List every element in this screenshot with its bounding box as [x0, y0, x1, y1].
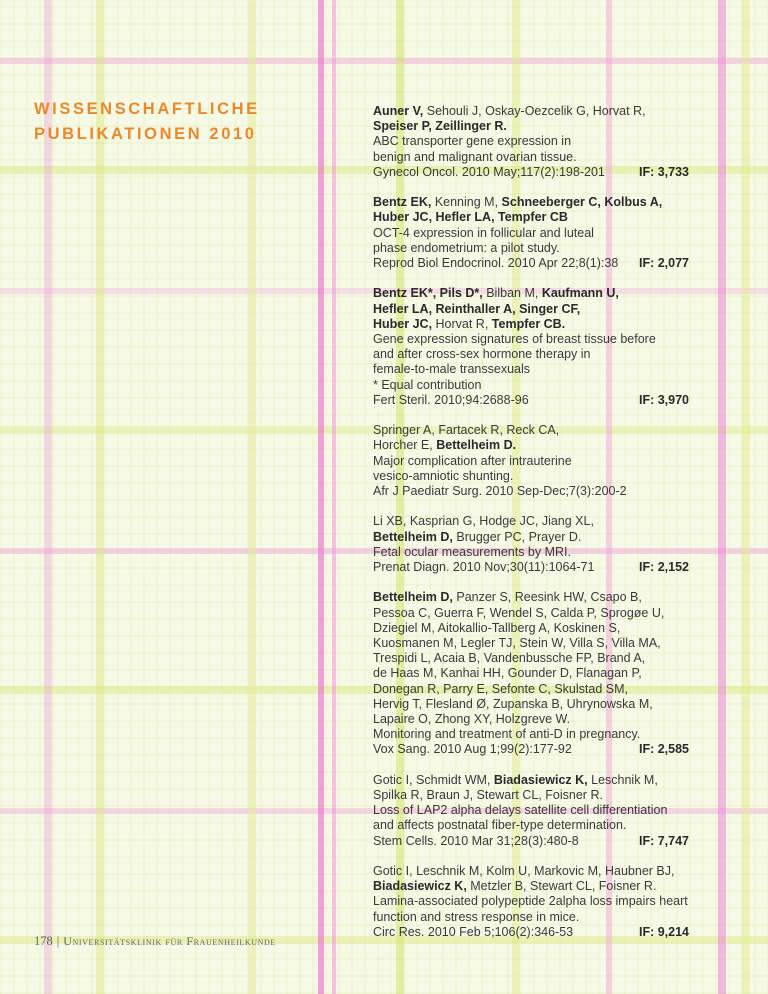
publication-line [373, 606, 689, 621]
publication-line [373, 241, 689, 256]
publication-line [373, 864, 689, 879]
journal-citation: Circ Res. 2010 Feb 5;106(2):346-53 [373, 924, 574, 939]
publication-line [373, 210, 689, 225]
publication-line [373, 666, 689, 681]
author-highlight: Biadasiewicz K, [373, 879, 467, 894]
publication-line [373, 362, 689, 377]
citation-row [373, 834, 689, 849]
publication-entry [373, 590, 689, 757]
journal-citation: Stem Cells. 2010 Mar 31;28(3):480-8 [373, 833, 579, 848]
text-segment: Gotic I, Leschnik M, Kolm U, Markovic M, Haubner BJ, [373, 864, 675, 879]
text-segment: phase endometrium: a pilot study. [373, 240, 560, 255]
publication-line [373, 651, 689, 666]
text-segment: Li XB, Kasprian G, Hodge JC, Jiang XL, [373, 514, 594, 529]
author-highlight: Auner V, [373, 104, 424, 118]
text-segment: and after cross-sex hormone therapy in [373, 347, 591, 362]
citation-row [373, 484, 689, 499]
text-segment: Lapaire O, Zhong XY, Holzgreve W. [373, 712, 571, 727]
publication-line [373, 682, 689, 697]
text-segment: OCT-4 expression in follicular and luteal [373, 225, 594, 240]
publication-entry [373, 864, 689, 940]
impact-factor: IF: 7,747 [638, 833, 689, 848]
author-highlight: Kaufmann U, [541, 286, 619, 301]
text-segment: Horcher E, [373, 438, 437, 453]
text-segment: Donegan R, Parry E, Sefonte C, Skulstad SM, [373, 681, 628, 696]
text-segment: Gene expression signatures of breast tissue before [373, 332, 656, 347]
text-segment: Trespidi L, Acaia B, Vandenbussche FP, Brand A, [373, 651, 646, 666]
author-highlight: Tempfer CB. [491, 316, 566, 331]
text-segment: ABC transporter gene expression in [373, 134, 572, 149]
publication-line [373, 514, 689, 529]
text-segment: Monitoring and treatment of anti-D in pregnancy. [373, 727, 641, 742]
text-segment: benign and malignant ovarian tissue. [373, 149, 577, 164]
text-segment: Loss of LAP2 alpha delays satellite cell differentiation [373, 803, 668, 818]
text-segment: Panzer S, Reesink HW, Csapo B, [452, 590, 642, 605]
publication-line [373, 150, 689, 165]
publication-line [373, 438, 689, 453]
publication-line [373, 879, 689, 894]
text-segment: Spilka R, Braun J, Stewart CL, Foisner R. [373, 788, 603, 803]
page-footer [34, 934, 276, 949]
impact-factor: IF: 2,585 [638, 742, 689, 757]
text-segment: Brugger PC, Prayer D. [452, 529, 582, 544]
page-title [34, 97, 324, 147]
author-highlight: Hefler LA, Reinthaller A, Singer CF, [373, 301, 581, 316]
publication-line [373, 727, 689, 742]
text-segment: Horvat R, [432, 316, 492, 331]
author-highlight: Bentz EK, [373, 195, 432, 210]
text-segment: de Haas M, Kanhai HH, Gounder D, Flanagan P, [373, 666, 642, 681]
publication-line [373, 332, 689, 347]
text-segment: Bilban M, [482, 286, 542, 301]
publication-line [373, 773, 689, 788]
author-highlight: Bettelheim D. [436, 438, 517, 453]
publication-line [373, 317, 689, 332]
text-segment: and affects postnatal fiber-type determination. [373, 818, 627, 833]
text-segment: vesico-amniotic shunting. [373, 468, 514, 483]
author-highlight: Bettelheim D, [373, 529, 453, 544]
publication-list [373, 104, 689, 955]
text-segment: Sehouli J, Oskay-Oezcelik G, Horvat R, [423, 104, 646, 118]
title-line-1: WISSENSCHAFTLICHE [34, 100, 260, 118]
text-segment: Hervig T, Flesland Ø, Zupanska B, Uhrynowska M, [373, 696, 653, 711]
author-highlight: Huber JC, Hefler LA, Tempfer CB [373, 210, 568, 225]
citation-row [373, 742, 689, 757]
publication-line [373, 621, 689, 636]
text-segment: Gotic I, Schmidt WM, [373, 772, 494, 787]
publication-line [373, 454, 689, 469]
author-highlight: Bettelheim D, [373, 590, 453, 605]
publication-line [373, 195, 689, 210]
text-segment: Springer A, Fartacek R, Reck CA, [373, 423, 560, 438]
impact-factor: IF: 9,214 [638, 924, 689, 939]
publication-entry [373, 773, 689, 849]
publication-line [373, 636, 689, 651]
publication-line [373, 286, 689, 301]
citation-row [373, 560, 689, 575]
text-segment: Kuosmanen M, Legler TJ, Stein W, Villa S, Villa MA, [373, 636, 661, 651]
author-highlight: Schneeberger C, Kolbus A, [501, 195, 663, 210]
citation-row [373, 925, 689, 940]
text-segment: * Equal contribution [373, 377, 482, 392]
publication-line [373, 818, 689, 833]
title-line-2: PUBLIKATIONEN 2010 [34, 125, 257, 143]
text-segment: Metzler B, Stewart CL, Foisner R. [466, 879, 657, 894]
publication-line [373, 378, 689, 393]
text-segment: function and stress response in mice. [373, 909, 580, 924]
publication-line [373, 590, 689, 605]
journal-citation: Fert Steril. 2010;94:2688-96 [373, 392, 529, 407]
text-segment: Kenning M, [431, 195, 502, 210]
citation-row [373, 393, 689, 408]
publication-entry [373, 514, 689, 575]
text-segment: female-to-male transsexuals [373, 362, 531, 377]
impact-factor: IF: 3,970 [638, 392, 689, 407]
journal-citation: Vox Sang. 2010 Aug 1;99(2):177-92 [373, 742, 572, 757]
publication-entry [373, 104, 689, 180]
impact-factor: IF: 3,733 [638, 164, 689, 179]
publication-line [373, 803, 689, 818]
footer-separator: | [56, 934, 60, 948]
text-segment: Leschnik M, [587, 772, 658, 787]
publication-entry [373, 195, 689, 271]
publication-line [373, 119, 689, 134]
text-segment: Fetal ocular measurements by MRI. [373, 544, 571, 559]
journal-citation: Reprod Biol Endocrinol. 2010 Apr 22;8(1):38 [373, 256, 619, 271]
publication-entry [373, 423, 689, 499]
publication-line [373, 347, 689, 362]
journal-citation: Gynecol Oncol. 2010 May;117(2):198-201 [373, 164, 605, 179]
publication-line [373, 910, 689, 925]
publication-line [373, 697, 689, 712]
publication-line [373, 530, 689, 545]
impact-factor: IF: 2,152 [638, 560, 689, 575]
publication-line [373, 226, 689, 241]
journal-citation: Prenat Diagn. 2010 Nov;30(11):1064-71 [373, 560, 595, 575]
text-segment: Lamina-associated polypeptide 2alpha loss impairs heart [373, 894, 688, 909]
publication-line [373, 712, 689, 727]
impact-factor: IF: 2,077 [638, 256, 689, 271]
author-highlight: Biadasiewicz K, [493, 772, 588, 787]
page-number: 178 [34, 934, 53, 948]
publication-line [373, 134, 689, 149]
author-highlight: Speiser P, Zeillinger R. [373, 119, 507, 134]
author-highlight: Bentz EK*, Pils D*, [373, 286, 483, 301]
citation-row [373, 165, 689, 180]
publication-line [373, 894, 689, 909]
publication-entry [373, 286, 689, 408]
text-segment: Dziegiel M, Aitokallio-Tallberg A, Koskinen S, [373, 620, 621, 635]
publication-line [373, 545, 689, 560]
text-segment: Pessoa C, Guerra F, Wendel S, Calda P, Sprogøe U, [373, 605, 665, 620]
publication-line [373, 302, 689, 317]
publication-line [373, 104, 689, 119]
citation-row [373, 256, 689, 271]
institution-name: Universitätsklinik für Frauenheilkunde [63, 934, 276, 948]
author-highlight: Huber JC, [373, 316, 433, 331]
text-segment: Major complication after intrauterine [373, 453, 572, 468]
journal-citation: Afr J Paediatr Surg. 2010 Sep-Dec;7(3):200-2 [373, 484, 627, 499]
publication-line [373, 423, 689, 438]
publication-line [373, 788, 689, 803]
publication-line [373, 469, 689, 484]
